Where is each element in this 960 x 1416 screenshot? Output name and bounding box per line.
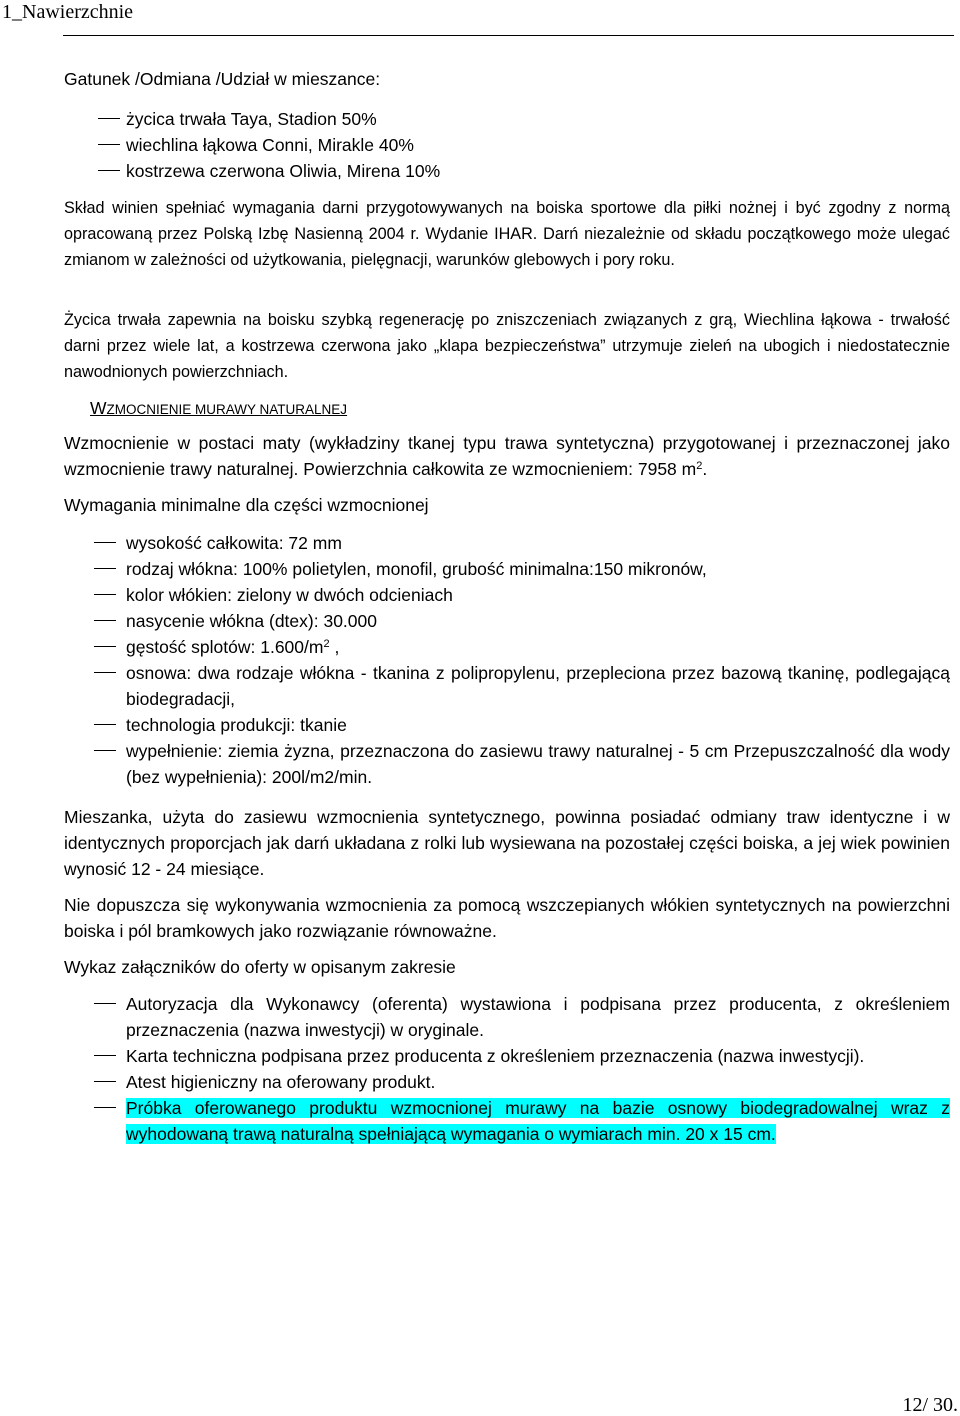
dash-bullet — [94, 620, 116, 621]
dash-bullet — [98, 144, 120, 145]
requirements-list — [64, 530, 950, 790]
section-heading — [90, 395, 690, 423]
list-item: życica trwała Taya, Stadion 50% — [64, 106, 950, 132]
list-item: technologia produkcji: tkanie — [64, 712, 950, 738]
dash-bullet — [94, 1081, 116, 1082]
list-item: wysokość całkowita: 72 mm — [64, 530, 950, 556]
dash-bullet — [94, 1107, 116, 1108]
dash-bullet — [98, 118, 120, 119]
list-item: Atest higieniczny na oferowany produkt. — [64, 1069, 950, 1095]
composition-paragraph: Skład winien spełniać wymagania darni przygotowywanych na boiska sportowe dla piłki nożnej i być zgodny z normą opracowaną przez Polską Izbę Nasienną 2004 r. Wydanie IHAR. Darń niezależnie od składu początkowego może ulegać zmianom w zależności od użytkowania, pielęgnacji, warunków glebowych i pory roku. — [64, 199, 950, 269]
dash-bullet — [94, 1055, 116, 1056]
dash-bullet — [94, 646, 116, 647]
requirements-heading: Wymagania minimalne dla części wzmocnionej — [64, 495, 429, 515]
mixture-heading: Gatunek /Odmiana /Udział w mieszance: — [64, 69, 381, 89]
header-title: 1_Nawierzchnie — [2, 1, 134, 23]
page-header — [0, 0, 960, 38]
dash-bullet — [94, 1003, 116, 1004]
mixture-paragraph: Mieszanka, użyta do zasiewu wzmocnienia syntetycznego, powinna posiadać odmiany traw identyczne i w identycznych proporcjach jak darń układana z rolki lub wysiewana na pozostałej części boiska, a jej wiek powinien wynosić 12 - 24 miesiące. — [64, 807, 950, 879]
mixture-list — [64, 106, 950, 184]
dash-bullet — [94, 594, 116, 595]
highlighted-list-item — [64, 1095, 950, 1147]
highlighted-text: Próbka oferowanego produktu wzmocnionej murawy na bazie osnowy biodegradowalnej wraz z wyhodowaną trawą naturalną spełniającą wymagania o wymiarach min. 20 x 15 cm. — [126, 1098, 950, 1144]
restriction-paragraph: Nie dopuszcza się wykonywania wzmocnienia za pomocą wszczepianych włókien syntetycznych na powierzchni boiska i pól bramkowych jako rozwiązanie równoważne. — [64, 895, 950, 941]
species-paragraph: Życica trwała zapewnia na boisku szybką regenerację po zniszczeniach związanych z grą, Wiechlina łąkowa - trwałość darni przez wiele lat, a kostrzewa czerwona jako „klapa bezpieczeństwa” utrzymuje zieleń na ubogich i niedostatecznie nawodnionych powierzchniach. — [64, 311, 950, 381]
list-item: kostrzewa czerwona Oliwia, Mirena 10% — [64, 158, 950, 184]
list-item: wiechlina łąkowa Conni, Mirakle 40% — [64, 132, 950, 158]
dash-bullet — [98, 170, 120, 171]
dash-bullet — [94, 724, 116, 725]
section-heading-text: WZMOCNIENIE MURAWY NATURALNEJ — [90, 398, 348, 418]
list-item: osnowa: dwa rodzaje włókna - tkanina z polipropylenu, przepleciona przez bazową tkaninę, podlegającą biodegradacji, — [64, 660, 950, 712]
dash-bullet — [94, 750, 116, 751]
list-item: Autoryzacja dla Wykonawcy (oferenta) wystawiona i podpisana przez producenta, z określeniem przeznaczenia (nazwa inwestycji) w oryginale. — [64, 991, 950, 1043]
attachments-list — [64, 991, 950, 1147]
dash-bullet — [94, 672, 116, 673]
list-item: wypełnienie: ziemia żyzna, przeznaczona do zasiewu trawy naturalnej - 5 cm Przepuszczalność dla wody (bez wypełnienia): 200l/m2/min. — [64, 738, 950, 790]
reinforcement-paragraph: Wzmocnienie w postaci maty (wykładziny tkanej typu trawa syntetyczna) przygotowanej i przeznaczonej jako wzmocnienie trawy naturalnej. Powierzchnia całkowita ze wzmocnieniem: 7958 $m^2$. — [64, 433, 950, 479]
page-number: 12/ 30. — [902, 1394, 958, 1416]
list-item: rodzaj włókna: 100% polietylen, monofil, grubość minimalna:150 mikronów, — [64, 556, 950, 582]
list-item: gęstość splotów: $1.600/m^2$ , — [64, 634, 950, 660]
dash-bullet — [94, 568, 116, 569]
attachments-heading: Wykaz załączników do oferty w opisanym zakresie — [64, 957, 456, 977]
dash-bullet — [94, 542, 116, 543]
list-item: kolor włókien: zielony w dwóch odcieniach — [64, 582, 950, 608]
list-item: nasycenie włókna (dtex): 30.000 — [64, 608, 950, 634]
header-rule — [63, 35, 954, 36]
list-item: Karta techniczna podpisana przez producenta z określeniem przeznaczenia (nazwa inwestycji). — [64, 1043, 950, 1069]
